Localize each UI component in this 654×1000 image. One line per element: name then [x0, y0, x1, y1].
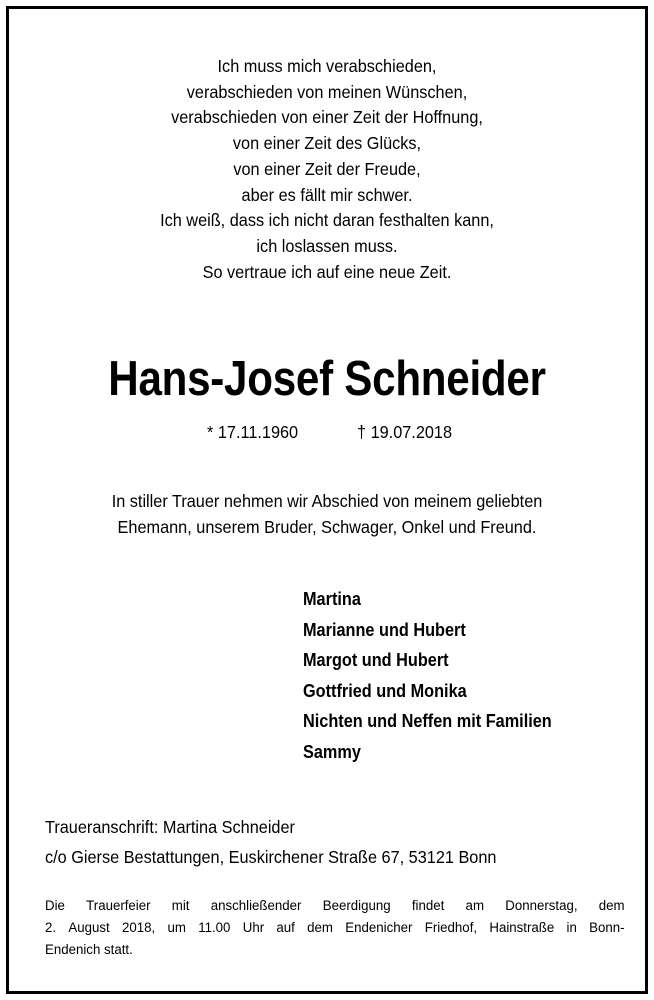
poem-line: Ich weiß, dass ich nicht daran festhalten kann, [160, 210, 494, 231]
address-line: Traueranschrift: Martina Schneider [45, 817, 295, 837]
birth-date: * 17.11.1960 [207, 422, 299, 442]
word: Friedhof, [424, 920, 478, 936]
poem [31, 54, 622, 285]
mourner: Nichten und Neffen mit Familien [303, 710, 552, 731]
poem-line: von einer Zeit des Glücks, [232, 133, 422, 154]
word: Beerdigung [322, 898, 391, 914]
mourner: Martina [303, 588, 361, 609]
word: Hainstraße [489, 920, 555, 936]
word: anschließender [210, 898, 302, 914]
word: Endenicher [345, 920, 413, 936]
word: 11.00 [198, 920, 231, 936]
word: Uhr [242, 920, 265, 936]
notice-frame [6, 6, 648, 994]
poem-line: von einer Zeit der Freude, [233, 158, 421, 179]
ceremony-line-3: Endenich statt. [45, 942, 133, 958]
word: Trauerfeier [86, 898, 151, 914]
mourner: Margot und Hubert [303, 649, 449, 670]
mourning-message [31, 488, 622, 540]
word: findet [411, 898, 445, 914]
deceased-name: Hans-Josef Schneider [108, 352, 546, 406]
message-line: In stiller Trauer nehmen wir Abschied von meinem geliebten [111, 491, 543, 511]
poem-line: verabschieden von einer Zeit der Hoffnung, [171, 107, 483, 128]
poem-line: Ich muss mich verabschieden, [217, 56, 437, 76]
word: 2. [45, 920, 57, 936]
word: dem [307, 920, 333, 936]
word: Die [45, 898, 65, 914]
death-date: † 19.07.2018 [357, 422, 453, 442]
word: mit [171, 898, 190, 914]
word: auf [276, 920, 295, 936]
mourner: Marianne und Hubert [303, 618, 466, 640]
word: Bonn- [589, 920, 625, 936]
ceremony-line-2 [45, 917, 625, 939]
poem-line: aber es fällt mir schwer. [241, 184, 413, 205]
word: dem [598, 898, 625, 914]
word: August [68, 920, 110, 936]
word: am [465, 898, 484, 914]
word: um [167, 920, 186, 936]
mourner: Sammy [303, 740, 361, 762]
poem-line: ich loslassen muss. [256, 235, 398, 256]
word: Donnerstag, [505, 898, 578, 914]
poem-line: verabschieden von meinen Wünschen, [186, 81, 468, 102]
message-line: Ehemann, unserem Bruder, Schwager, Onkel und Freund. [117, 517, 537, 537]
poem-line: So vertraue ich auf eine neue Zeit. [202, 261, 452, 282]
mourning-address [45, 812, 496, 872]
mourner: Gottfried und Monika [303, 679, 467, 701]
mourners-list [303, 584, 552, 767]
address-line: c/o Gierse Bestattungen, Euskirchener Straße 67, 53121 Bonn [45, 847, 497, 867]
word: in [566, 920, 577, 936]
ceremony-info [45, 895, 625, 961]
ceremony-line-1 [45, 895, 625, 917]
word: 2018, [121, 920, 156, 936]
